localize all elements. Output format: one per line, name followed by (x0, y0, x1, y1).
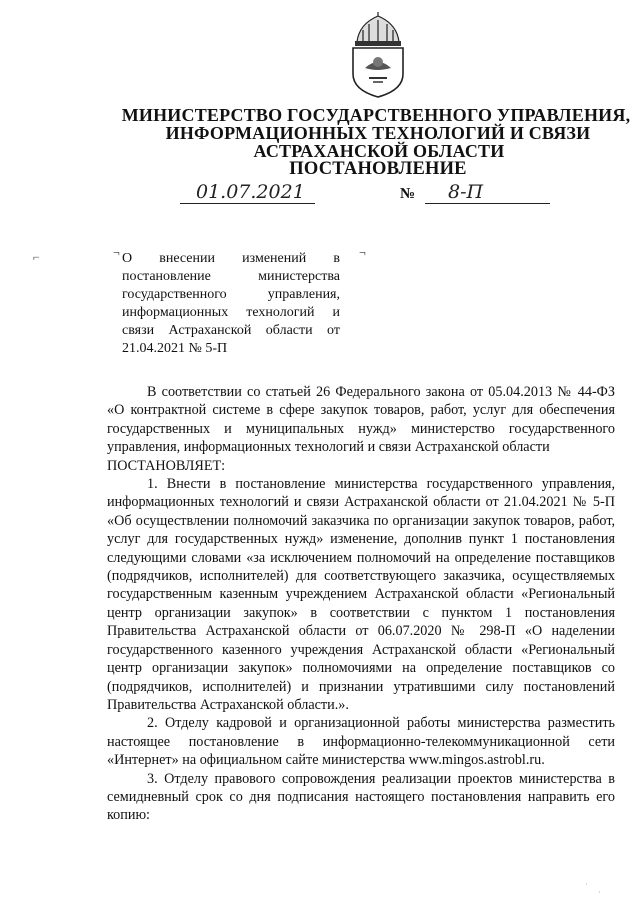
document-number: 8-П (448, 181, 484, 203)
document-body (107, 383, 615, 825)
corner-mark-right: ¬ (359, 245, 366, 259)
coat-of-arms-emblem (347, 12, 409, 98)
ministry-name-line-2: ИНФОРМАЦИОННЫХ ТЕХНОЛОГИЙ И СВЯЗИ (165, 123, 591, 143)
document-subject: О внесении изменений в постановление министерства государственного управления, информационных технологий и связи Астраханской области от 21.04.2021 № 5-П (122, 251, 340, 356)
corner-mark-mid: ¬ (113, 245, 120, 259)
ministry-name-line-3: АСТРАХАНСКОЙ ОБЛАСТИ (253, 141, 505, 161)
document-type-title: ПОСТАНОВЛЕНИЕ (289, 159, 467, 179)
item-1-paragraph: 1. Внести в постановление министерства государственного управления, информационных технологий и связи Астраханской области от 21.04.2021 № 5-П «Об осуществлении полномочий заказчика по организации закупок товаров, работ, услуг для государственных нужд» изменение, дополнив пункт 1 постановления следующими словами «за исключением полномочий на определение поставщиков (подрядчиков, исполнителей) для соответствующего заказчика, осуществляемых государственным казенным учреждением Астраханской области «Региональный центр организации закупок» в соответствии с пунктом 1 постановления Правительства Астраханской области от 06.07.2020 № 298-П «О наделении государственного казенного учреждения Астраханской области «Региональный центр организации закупок» полномочиями на определение поставщиков со (подрядчиков, исполнителей) и признании утратившими силу постановлений Правительства Астраханской области.». (107, 476, 615, 713)
scan-speck: · (585, 880, 588, 889)
preamble-paragraph: В соответствии со статьей 26 Федерального закона от 05.04.2013 № 44-ФЗ «О контрактной системе в сфере закупок товаров, работ, услуг для обеспечения государственных и муниципальных нужд» министерство государственного управления, информационных технологий и связи Астраханской области (107, 384, 615, 456)
number-label: № (400, 186, 416, 202)
resolves-heading: ПОСТАНОВЛЯЕТ: (107, 457, 226, 474)
document-date: 01.07.2021 (196, 181, 305, 203)
number-underline (425, 202, 550, 204)
item-2-paragraph: 2. Отделу кадровой и организационной работы министерства разместить настоящее постановление в информационно-телекоммуникационной сети «Интернет» на официальном сайте министерства www.mingos.astrobl.ru. (107, 715, 615, 769)
item-3-paragraph: 3. Отделу правового сопровождения реализации проектов министерства в семидневный срок со дня подписания настоящего постановления направить его копию: (107, 770, 615, 824)
corner-mark-left: ⌐ (33, 250, 40, 264)
ministry-name-line-1: МИНИСТЕРСТВО ГОСУДАРСТВЕННОГО УПРАВЛЕНИЯ, (121, 105, 631, 125)
scan-speck: · (598, 888, 601, 897)
date-underline (180, 202, 315, 204)
